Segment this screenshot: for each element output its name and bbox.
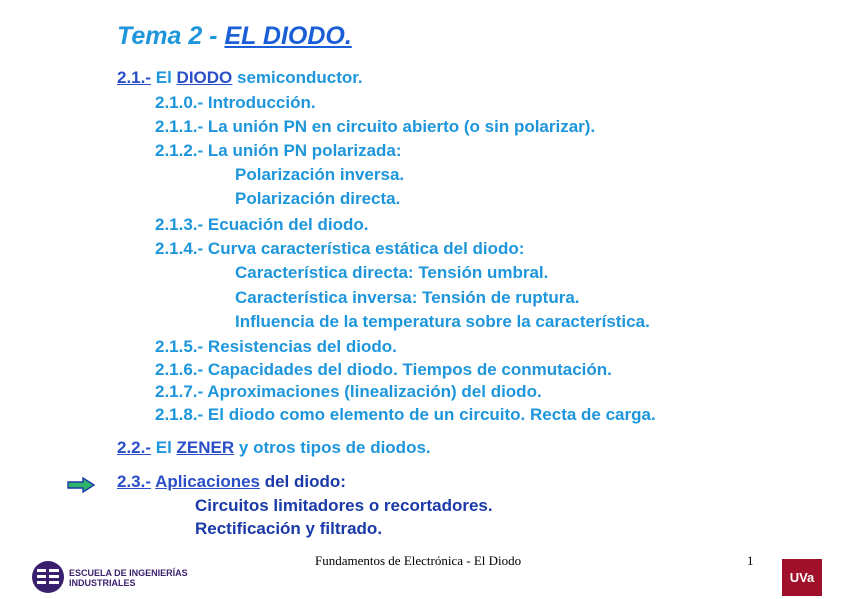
item-polarizacion-directa: Polarización directa. bbox=[235, 189, 401, 208]
item-caracteristica-directa: Característica directa: Tensión umbral. bbox=[235, 263, 549, 282]
school-name-line: INDUSTRIALES bbox=[69, 578, 136, 588]
page-title bbox=[117, 22, 352, 51]
section-2-3 bbox=[117, 472, 346, 492]
section-number-link[interactable]: 2.3.- bbox=[117, 472, 152, 491]
section-text: El bbox=[151, 438, 177, 457]
section-text: del diodo: bbox=[260, 472, 346, 491]
school-name bbox=[69, 568, 188, 588]
item-2-1-4: 2.1.4.- Curva característica estática del diodo: bbox=[155, 239, 525, 258]
section-number-link[interactable]: 2.2.- bbox=[117, 438, 152, 457]
section-text: El bbox=[151, 68, 177, 87]
school-logo-icon bbox=[30, 560, 66, 594]
section-text: y otros tipos de diodos. bbox=[234, 438, 431, 457]
diodo-link[interactable]: DIODO bbox=[176, 68, 233, 87]
item-2-1-2: 2.1.2.- La unión PN polarizada: bbox=[155, 141, 402, 160]
zener-link[interactable]: ZENER bbox=[176, 438, 235, 457]
item-2-1-0: 2.1.0.- Introducción. bbox=[155, 93, 316, 112]
title-main: EL DIODO. bbox=[224, 22, 352, 50]
item-2-1-7: 2.1.7.- Aproximaciones (linealización) del diodo. bbox=[155, 382, 542, 401]
section-number-link[interactable]: 2.1.- bbox=[117, 68, 152, 87]
footer-text: Fundamentos de Electrónica - El Diodo bbox=[315, 553, 522, 568]
aplicaciones-link[interactable]: Aplicaciones bbox=[155, 472, 260, 491]
item-2-1-6: 2.1.6.- Capacidades del diodo. Tiempos de conmutación. bbox=[155, 360, 612, 379]
title-prefix: Tema 2 - bbox=[117, 22, 225, 50]
page-number: 1 bbox=[747, 553, 754, 568]
section-text: semiconductor. bbox=[232, 68, 363, 87]
item-influencia-temperatura: Influencia de la temperatura sobre la característica. bbox=[235, 312, 650, 331]
item-polarizacion-inversa: Polarización inversa. bbox=[235, 165, 405, 184]
item-2-1-1: 2.1.1.- La unión PN en circuito abierto (o sin polarizar). bbox=[155, 117, 596, 136]
item-2-1-5: 2.1.5.- Resistencias del diodo. bbox=[155, 337, 397, 356]
uva-logo: UVa bbox=[782, 559, 822, 596]
section-2-1 bbox=[117, 68, 363, 88]
app-rectificacion: Rectificación y filtrado. bbox=[195, 519, 383, 538]
school-name-line: ESCUELA DE INGENIERÍAS bbox=[69, 568, 188, 578]
item-2-1-8: 2.1.8.- El diodo como elemento de un circuito. Recta de carga. bbox=[155, 405, 656, 424]
current-section-arrow-icon bbox=[67, 477, 95, 493]
item-2-1-3: 2.1.3.- Ecuación del diodo. bbox=[155, 215, 369, 234]
app-limitadores: Circuitos limitadores o recortadores. bbox=[195, 496, 493, 515]
item-caracteristica-inversa: Característica inversa: Tensión de ruptura. bbox=[235, 288, 580, 307]
section-2-2 bbox=[117, 438, 431, 458]
